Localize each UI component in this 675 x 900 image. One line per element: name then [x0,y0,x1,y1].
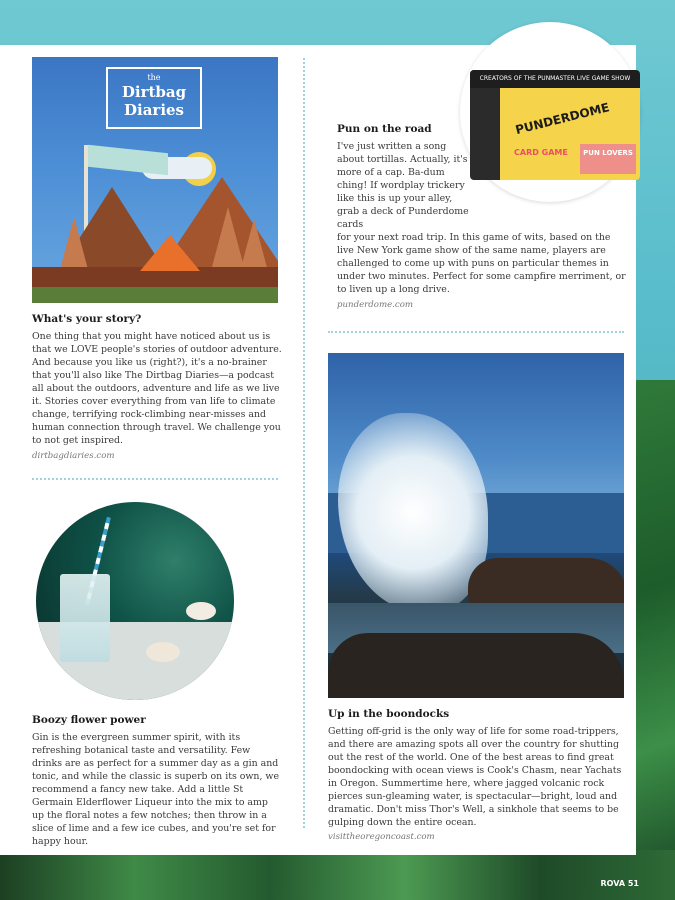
dirtbag-heading: What's your story? [32,313,142,325]
section-divider-right [328,331,624,333]
wave-splash [338,413,488,613]
page-folio: ROVA 51 [600,879,639,888]
punderdome-box-image [470,70,640,180]
grass-shape [32,287,278,303]
box-top-text: CREATORS OF THE PUNMASTER LIVE GAME SHOW [470,70,640,88]
logo-line-1: Dirtbag [121,83,187,101]
pun-body-wide: for your next road trip. In this game of wits, based on the live New York game show of the same name, players are challenged to come up with puns on particular themes in under two minutes. Perfect for some campfire merriment, or to liven up a long drive. [337,232,626,295]
boondocks-heading: Up in the boondocks [328,708,450,720]
flag-cloth [88,145,168,175]
glass-shape [60,574,110,662]
dirtbag-diaries-logo [106,67,202,129]
foreground-rocks [328,633,624,698]
gin-body: Gin is the evergreen summer spirit, with its refreshing botanical taste and versatility. Few drinks are as perfect for a summer day as a gin and tonic, and while the classic is superb on its own, we recommend a fancy new take. Add a little St Germain Elderflower Liqueur into the mix to amp up the floral notes a few notches; then throw in a slice of lime and a few ice cubes, and you're set for happy hour. [32,732,279,847]
section-divider-left [32,478,278,480]
flower-shape [146,642,180,662]
pun-body-narrow: I've just written a song about tortillas. Actually, it's more of a cap. Ba-dum ching! If wordplay trickery like this is up your alley, grab a deck of Punderdome cards [337,141,469,230]
rock-shape [468,558,624,608]
pun-heading: Pun on the road [337,123,432,135]
box-right-tag: PUN LOVERS [580,144,636,174]
dirtbag-body: One thing that you might have noticed about us is that we LOVE people's stories of outdoor adventure. And because you like us (right?), it's a no-brainer that you'll also like The Dirtbag Diaries—a podcast all about the outdoors, adventure and life as we live it. Stories cover everything from van life to climate change, terrifying rock-climbing near-misses and human connection through travel. We challenge you to not get inspired. [32,331,282,446]
pun-url[interactable]: punderdome.com [337,300,414,310]
gin-cocktail-photo [36,502,234,700]
ocean-wave-photo [328,353,624,698]
gin-heading: Boozy flower power [32,714,146,726]
tent-shape [140,235,200,271]
palm-leaves-right [635,380,675,900]
column-divider [303,58,305,828]
boondocks-body: Getting off-grid is the only way of life for some road-trippers, and there are amazing spots all over the country for shutting out the rest of the world. One of the best areas to find great boondocking with ocean views is Cook's Chasm, near Yachats in Oregon. Summertime here, where jagged volcanic rock pierces sun-gleaming water, is spectacular—bright, loud and dramatic. Don't miss Thor's Well, a sinkhole that seems to be gulping down the entire ocean. [328,726,622,828]
box-left-tag: CARD GAME [514,148,568,157]
box-title: PUNDERDOME [513,100,611,138]
boondocks-url[interactable]: visittheoregoncoast.com [328,832,435,842]
flower-shape [186,602,216,620]
logo-small-text: the [147,73,161,82]
dirtbag-url[interactable]: dirtbagdiaries.com [32,451,115,461]
dirtbag-diaries-illustration [32,57,278,303]
logo-line-2: Diaries [123,101,184,119]
palm-leaves-bottom [0,850,675,900]
